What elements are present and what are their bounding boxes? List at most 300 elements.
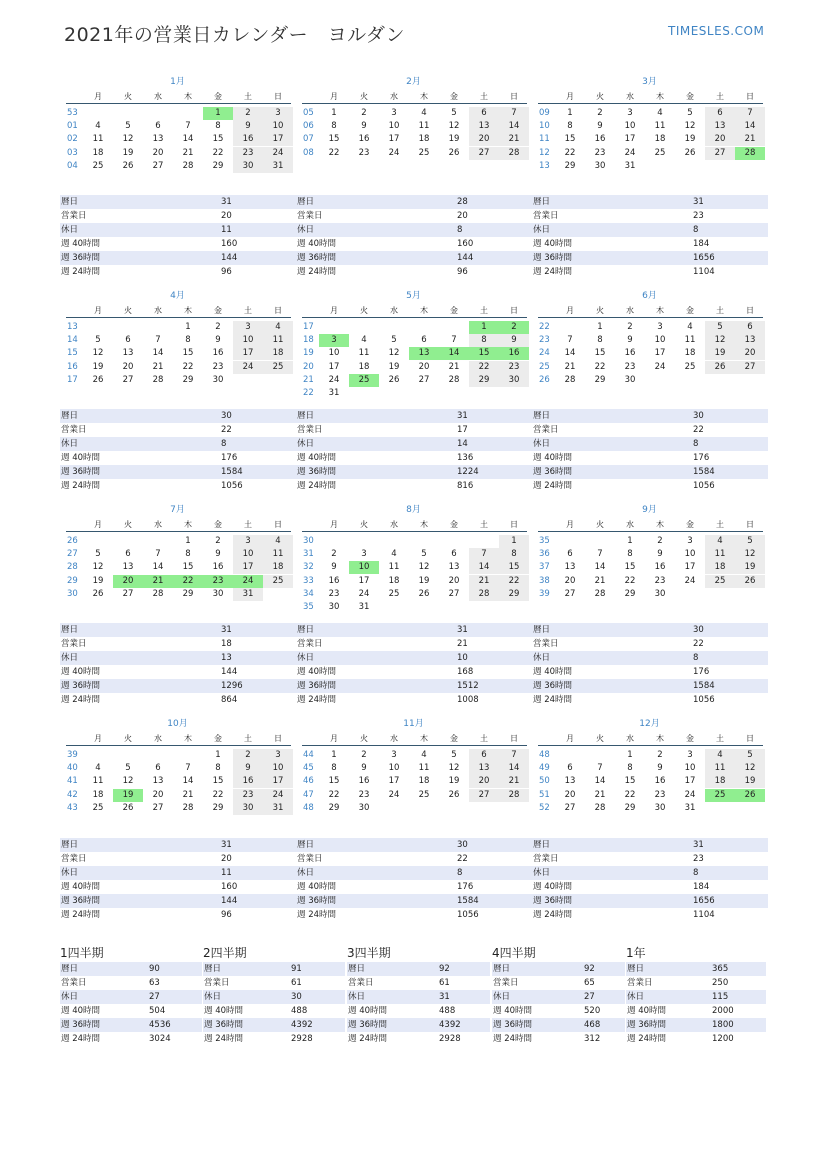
- weekday-header: [536, 91, 763, 102]
- stats-value: 13: [221, 653, 232, 663]
- week-number: 48: [539, 750, 550, 760]
- day-cell: 12: [735, 762, 765, 775]
- week-number: 39: [67, 750, 78, 760]
- stats-row: [626, 962, 766, 976]
- stats-row: [532, 479, 768, 493]
- stats-label: 営業日: [61, 639, 87, 649]
- day-cell: 18: [418, 776, 430, 787]
- weekday-label: 火: [360, 92, 368, 101]
- stats-label: 週 36時間: [61, 253, 101, 263]
- day-cell: 8: [185, 549, 191, 560]
- day-cell: 23: [233, 789, 263, 802]
- stats-value: 8: [693, 653, 699, 663]
- day-cell: 9: [233, 762, 263, 775]
- month-title: 6月: [642, 291, 657, 301]
- day-cell: 27: [735, 361, 765, 374]
- weekday-label: 火: [360, 520, 368, 529]
- day-cell: 7: [597, 763, 603, 774]
- day-cell: 2: [361, 108, 367, 118]
- day-cell: 9: [331, 562, 337, 573]
- day-cell: 12: [735, 548, 765, 561]
- day-cell: 2: [627, 322, 633, 332]
- stats-label: 営業日: [533, 425, 559, 435]
- stats-value: 184: [693, 882, 710, 892]
- day-cell: 10: [233, 334, 263, 347]
- stats-row: [347, 1018, 490, 1032]
- day-cell: 24: [654, 361, 666, 372]
- day-cell: 20: [113, 575, 143, 588]
- day-cell: 9: [215, 335, 221, 346]
- day-cell: 29: [182, 588, 194, 599]
- day-cell: 9: [499, 334, 529, 347]
- stats-value: 1056: [693, 695, 715, 705]
- weekday-label: 水: [626, 92, 634, 101]
- weekday-label: 水: [626, 520, 634, 529]
- day-cell: 19: [705, 347, 735, 360]
- stats-value: 468: [584, 1020, 601, 1030]
- day-cell: 22: [328, 147, 340, 158]
- stats-value: 65: [584, 978, 595, 988]
- day-cell: 15: [594, 348, 606, 359]
- weekday-label: 日: [746, 734, 754, 743]
- stats-value: 1584: [221, 467, 243, 477]
- weekday-label: 金: [450, 520, 458, 529]
- weekday-label: 月: [566, 306, 574, 315]
- week-number: 17: [303, 322, 314, 332]
- day-cell: 1: [185, 322, 191, 332]
- stats-value: 27: [149, 992, 160, 1002]
- stats-value: 96: [221, 910, 232, 920]
- day-cell: 3: [319, 334, 349, 347]
- stats-value: 1056: [221, 481, 243, 491]
- day-cell: 19: [92, 575, 104, 586]
- day-cell: 19: [122, 147, 134, 158]
- stats-value: 365: [712, 964, 729, 974]
- month-stats: [60, 195, 296, 279]
- stats-row: [532, 908, 768, 922]
- month-title: 2月: [406, 77, 421, 87]
- weekday-label: 日: [746, 92, 754, 101]
- day-cell: 12: [705, 334, 735, 347]
- day-cell: 18: [418, 134, 430, 145]
- day-cell: 19: [735, 561, 765, 574]
- stats-value: 61: [439, 978, 450, 988]
- day-cell: 17: [684, 562, 696, 573]
- day-cell: 31: [624, 160, 636, 171]
- stats-value: 488: [439, 1006, 456, 1016]
- day-cell: 16: [358, 134, 370, 145]
- day-cell: 23: [654, 789, 666, 800]
- day-cell: 8: [331, 121, 337, 132]
- week-number: 46: [303, 776, 314, 787]
- header-divider: [66, 531, 291, 532]
- day-cell: 2: [657, 750, 663, 760]
- day-cell: 30: [654, 802, 666, 813]
- stats-row: [60, 651, 296, 665]
- weekday-label: 月: [330, 306, 338, 315]
- weekday-label: 土: [480, 306, 488, 315]
- day-cell: 20: [152, 789, 164, 800]
- stats-label: 営業日: [297, 211, 323, 221]
- weekday-label: 日: [274, 734, 282, 743]
- stats-label: 週 36時間: [297, 681, 337, 691]
- day-cell: 20: [418, 361, 430, 372]
- day-cell: 1: [567, 108, 573, 118]
- stats-value: 144: [457, 253, 474, 263]
- month-stats: [60, 838, 296, 922]
- day-cell: 14: [182, 776, 194, 787]
- weekday-label: 火: [124, 734, 132, 743]
- day-cell: 27: [469, 147, 499, 160]
- weekday-label: 日: [510, 520, 518, 529]
- stats-row: [532, 637, 768, 651]
- day-cell: 22: [182, 361, 194, 372]
- stats-label: 週 40時間: [204, 1006, 244, 1016]
- day-cell: 26: [735, 789, 765, 802]
- weekday-label: 金: [214, 306, 222, 315]
- stats-value: 520: [584, 1006, 601, 1016]
- day-cell: 21: [143, 575, 173, 588]
- week-number: 49: [539, 763, 550, 774]
- stats-row: [296, 409, 532, 423]
- day-cell: 22: [469, 361, 499, 374]
- stats-row: [492, 962, 625, 976]
- day-cell: 29: [624, 588, 636, 599]
- stats-row: [532, 866, 768, 880]
- day-cell: 16: [358, 776, 370, 787]
- weekday-label: 水: [154, 734, 162, 743]
- day-cell: 15: [624, 562, 636, 573]
- day-cell: 24: [233, 361, 263, 374]
- stats-label: 休日: [204, 992, 222, 1002]
- header-divider: [538, 103, 763, 104]
- stats-label: 休日: [61, 225, 79, 235]
- day-cell: 14: [182, 134, 194, 145]
- stats-value: 11: [221, 225, 232, 235]
- day-cell: 15: [182, 348, 194, 359]
- day-cell: 6: [125, 549, 131, 560]
- day-cell: 11: [705, 762, 735, 775]
- stats-row: [296, 880, 532, 894]
- day-cell: 9: [597, 121, 603, 132]
- day-cell: 19: [448, 134, 460, 145]
- day-cell: 11: [92, 776, 104, 787]
- week-number: 35: [303, 602, 314, 612]
- quarter-title: 1年: [626, 946, 646, 960]
- stats-row: [296, 251, 532, 265]
- stats-label: 休日: [533, 653, 551, 663]
- stats-row: [347, 1004, 490, 1018]
- stats-value: 28: [457, 197, 468, 207]
- stats-value: 20: [221, 211, 232, 221]
- day-cell: 10: [388, 121, 400, 132]
- weekday-label: 土: [480, 520, 488, 529]
- stats-value: 488: [291, 1006, 308, 1016]
- stats-value: 30: [291, 992, 302, 1002]
- stats-row: [532, 852, 768, 866]
- stats-value: 144: [221, 667, 238, 677]
- day-cell: 10: [388, 763, 400, 774]
- stats-row: [60, 838, 296, 852]
- week-number: 52: [539, 802, 550, 813]
- day-cell: 16: [212, 348, 224, 359]
- stats-value: 31: [221, 840, 232, 850]
- day-cell: 11: [263, 334, 293, 347]
- day-cell: 24: [263, 789, 293, 802]
- day-cell: 17: [388, 134, 400, 145]
- weekday-label: 水: [154, 306, 162, 315]
- stats-label: 営業日: [297, 425, 323, 435]
- day-cell: 13: [152, 776, 164, 787]
- day-cell: 2: [233, 749, 263, 762]
- day-cell: 9: [215, 549, 221, 560]
- weekday-label: 木: [184, 734, 192, 743]
- weekday-label: 水: [390, 306, 398, 315]
- stats-label: 週 40時間: [493, 1006, 533, 1016]
- day-cell: 28: [499, 789, 529, 802]
- weekday-label: 日: [510, 92, 518, 101]
- day-cell: 24: [328, 374, 340, 385]
- day-cell: 3: [233, 535, 263, 548]
- day-cell: 12: [122, 134, 134, 145]
- site-brand: TIMESLES.COM: [668, 24, 765, 38]
- stats-row: [532, 237, 768, 251]
- day-cell: 21: [499, 775, 529, 788]
- day-cell: 12: [92, 562, 104, 573]
- week-number: 37: [539, 562, 550, 573]
- stats-value: 176: [693, 667, 710, 677]
- day-cell: 20: [705, 133, 735, 146]
- day-cell: 6: [421, 335, 427, 346]
- stats-label: 休日: [61, 439, 79, 449]
- stats-row: [60, 195, 296, 209]
- weekday-label: 土: [244, 734, 252, 743]
- day-cell: 7: [499, 107, 529, 120]
- stats-label: 週 24時間: [533, 481, 573, 491]
- day-cell: 16: [594, 134, 606, 145]
- stats-value: 1056: [457, 910, 479, 920]
- stats-value: 1584: [693, 467, 715, 477]
- stats-label: 暦日: [61, 840, 79, 850]
- stats-label: 休日: [61, 992, 79, 1002]
- stats-label: 週 24時間: [493, 1034, 533, 1044]
- stats-row: [532, 679, 768, 693]
- day-cell: 6: [705, 107, 735, 120]
- stats-row: [60, 437, 296, 451]
- weekday-label: 月: [94, 92, 102, 101]
- stats-row: [347, 976, 490, 990]
- day-cell: 13: [564, 776, 576, 787]
- weekday-label: 土: [244, 92, 252, 101]
- stats-value: 160: [221, 882, 238, 892]
- day-cell: 26: [448, 789, 460, 800]
- day-cell: 7: [155, 549, 161, 560]
- header-divider: [538, 317, 763, 318]
- week-number: 24: [539, 348, 550, 359]
- stats-label: 週 36時間: [204, 1020, 244, 1030]
- stats-row: [60, 908, 296, 922]
- stats-label: 暦日: [61, 197, 79, 207]
- stats-label: 暦日: [204, 964, 222, 974]
- weekday-label: 日: [746, 306, 754, 315]
- day-cell: 20: [735, 347, 765, 360]
- day-cell: 13: [152, 134, 164, 145]
- day-cell: 11: [92, 134, 104, 145]
- day-cell: 30: [499, 374, 529, 387]
- weekday-label: 火: [124, 520, 132, 529]
- weekday-label: 月: [566, 92, 574, 101]
- week-number: 42: [67, 789, 78, 800]
- day-cell: 27: [469, 789, 499, 802]
- header-divider: [66, 745, 291, 746]
- stats-label: 週 24時間: [297, 910, 337, 920]
- day-cell: 24: [684, 789, 696, 800]
- day-cell: 18: [654, 134, 666, 145]
- weekday-label: 日: [746, 520, 754, 529]
- day-cell: 19: [448, 776, 460, 787]
- day-cell: 6: [155, 763, 161, 774]
- day-cell: 21: [182, 789, 194, 800]
- day-cell: 24: [388, 147, 400, 158]
- week-number: 47: [303, 789, 314, 800]
- stats-value: 96: [221, 267, 232, 277]
- stats-label: 暦日: [493, 964, 511, 974]
- weekday-label: 木: [184, 306, 192, 315]
- stats-row: [296, 423, 532, 437]
- stats-value: 1800: [712, 1020, 734, 1030]
- stats-value: 160: [457, 239, 474, 249]
- day-cell: 21: [182, 147, 194, 158]
- stats-label: 営業日: [348, 978, 374, 988]
- month-title: 9月: [642, 505, 657, 515]
- day-cell: 14: [594, 776, 606, 787]
- day-cell: 8: [215, 763, 221, 774]
- month-title: 12月: [639, 719, 660, 729]
- weekday-label: 月: [330, 734, 338, 743]
- week-number: 13: [67, 322, 78, 332]
- weekday-label: 火: [596, 734, 604, 743]
- week-number: 18: [303, 335, 314, 346]
- day-cell: 16: [212, 562, 224, 573]
- stats-label: 週 36時間: [297, 896, 337, 906]
- day-cell: 18: [92, 147, 104, 158]
- day-cell: 8: [627, 549, 633, 560]
- day-cell: 27: [564, 588, 576, 599]
- stats-label: 営業日: [204, 978, 230, 988]
- day-cell: 11: [418, 763, 430, 774]
- day-cell: 15: [499, 561, 529, 574]
- day-cell: 7: [185, 763, 191, 774]
- weekday-label: 金: [686, 92, 694, 101]
- day-cell: 29: [328, 802, 340, 813]
- stats-value: 30: [693, 411, 704, 421]
- day-cell: 4: [705, 749, 735, 762]
- week-number: 31: [303, 549, 314, 560]
- day-cell: 10: [624, 121, 636, 132]
- stats-value: 1584: [693, 681, 715, 691]
- stats-value: 176: [693, 453, 710, 463]
- stats-row: [296, 651, 532, 665]
- stats-label: 暦日: [297, 840, 315, 850]
- stats-value: 2000: [712, 1006, 734, 1016]
- stats-value: 27: [584, 992, 595, 1002]
- stats-label: 週 24時間: [297, 695, 337, 705]
- stats-label: 暦日: [297, 197, 315, 207]
- day-cell: 25: [705, 789, 735, 802]
- day-cell: 22: [624, 575, 636, 586]
- stats-row: [60, 623, 296, 637]
- day-cell: 28: [182, 160, 194, 171]
- stats-label: 週 24時間: [297, 267, 337, 277]
- stats-row: [60, 665, 296, 679]
- stats-label: 週 36時間: [533, 253, 573, 263]
- day-cell: 12: [684, 121, 696, 132]
- day-cell: 17: [388, 776, 400, 787]
- stats-row: [532, 451, 768, 465]
- stats-row: [532, 465, 768, 479]
- stats-label: 営業日: [61, 978, 87, 988]
- stats-row: [532, 651, 768, 665]
- day-cell: 5: [735, 749, 765, 762]
- day-cell: 16: [499, 347, 529, 360]
- day-cell: 25: [92, 802, 104, 813]
- day-cell: 13: [564, 562, 576, 573]
- day-cell: 18: [263, 561, 293, 574]
- stats-label: 休日: [533, 225, 551, 235]
- weekday-label: 日: [274, 306, 282, 315]
- weekday-label: 木: [420, 520, 428, 529]
- month-title: 4月: [170, 291, 185, 301]
- day-cell: 28: [735, 147, 765, 160]
- day-cell: 21: [564, 361, 576, 372]
- stats-row: [60, 894, 296, 908]
- day-cell: 6: [567, 763, 573, 774]
- day-cell: 16: [654, 776, 666, 787]
- day-cell: 11: [263, 548, 293, 561]
- day-cell: 11: [418, 121, 430, 132]
- day-cell: 9: [657, 763, 663, 774]
- day-cell: 11: [684, 335, 696, 346]
- day-cell: 17: [263, 133, 293, 146]
- day-cell: 20: [152, 147, 164, 158]
- day-cell: 4: [705, 535, 735, 548]
- stats-value: 176: [221, 453, 238, 463]
- stats-label: 休日: [297, 653, 315, 663]
- weekday-label: 金: [686, 520, 694, 529]
- stats-label: 暦日: [533, 411, 551, 421]
- stats-row: [492, 990, 625, 1004]
- stats-value: 115: [712, 992, 729, 1002]
- day-cell: 12: [388, 348, 400, 359]
- day-cell: 1: [499, 535, 529, 548]
- stats-label: 週 40時間: [61, 882, 101, 892]
- weekday-label: 水: [626, 306, 634, 315]
- day-cell: 4: [391, 549, 397, 560]
- stats-row: [60, 976, 202, 990]
- weekday-label: 日: [510, 734, 518, 743]
- stats-label: 週 40時間: [297, 667, 337, 677]
- day-cell: 15: [328, 134, 340, 145]
- day-cell: 22: [564, 147, 576, 158]
- week-number: 22: [539, 322, 550, 332]
- week-number: 30: [303, 536, 314, 546]
- day-cell: 9: [657, 549, 663, 560]
- weekday-label: 金: [450, 92, 458, 101]
- week-number: 28: [67, 562, 78, 573]
- stats-label: 暦日: [61, 625, 79, 635]
- day-cell: 29: [182, 374, 194, 385]
- stats-label: 週 40時間: [297, 882, 337, 892]
